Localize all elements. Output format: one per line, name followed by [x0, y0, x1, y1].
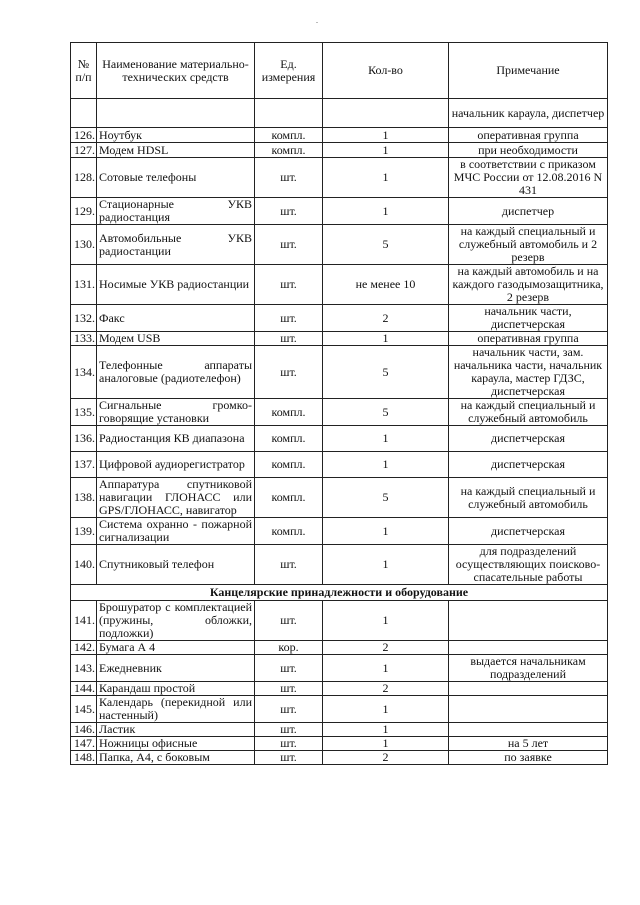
- cell-name: Брошуратор с комплектацией (пружины, обложки, подложки): [97, 601, 255, 641]
- cell-note: для подразделений осуществляющих поисково-спасательные работы: [449, 545, 608, 585]
- cell-unit: шт.: [255, 346, 323, 399]
- table-row: [71, 601, 608, 641]
- table-row: [71, 265, 608, 305]
- table-row: [71, 305, 608, 332]
- cell-num: 133.: [71, 332, 97, 346]
- header-num: № п/п: [71, 43, 97, 99]
- cell-unit: шт.: [255, 265, 323, 305]
- cell-unit: шт.: [255, 158, 323, 198]
- cell-qty: 1: [323, 518, 449, 545]
- cell-qty: 1: [323, 696, 449, 723]
- cell-qty: 5: [323, 225, 449, 265]
- cell-note: по заявке: [449, 751, 608, 765]
- cell-qty: 1: [323, 332, 449, 346]
- cell-qty: [323, 99, 449, 128]
- cell-num: 145.: [71, 696, 97, 723]
- table-row: [71, 198, 608, 225]
- cell-qty: 5: [323, 399, 449, 426]
- cell-note: диспетчерская: [449, 452, 608, 478]
- cell-qty: 1: [323, 601, 449, 641]
- cell-num: 140.: [71, 545, 97, 585]
- section-row: [71, 585, 608, 601]
- cell-qty: не менее 10: [323, 265, 449, 305]
- cell-unit: компл.: [255, 128, 323, 143]
- cell-name: Сотовые телефоны: [97, 158, 255, 198]
- table-row: [71, 737, 608, 751]
- cell-num: 132.: [71, 305, 97, 332]
- cell-note: [449, 641, 608, 655]
- scan-mark: [316, 22, 318, 23]
- table-row: [71, 478, 608, 518]
- cell-note: на каждый специальный и служебный автомобиль и 2 резерв: [449, 225, 608, 265]
- cell-unit: шт.: [255, 737, 323, 751]
- cell-name: Спутниковый телефон: [97, 545, 255, 585]
- table-row: [71, 723, 608, 737]
- cell-note: выдается начальникам подразделений: [449, 655, 608, 682]
- cell-unit: шт.: [255, 682, 323, 696]
- table-row: [71, 346, 608, 399]
- table-row: [71, 696, 608, 723]
- cell-num: 126.: [71, 128, 97, 143]
- cell-note: на каждый специальный и служебный автомобиль: [449, 478, 608, 518]
- cell-note: [449, 601, 608, 641]
- cell-unit: шт.: [255, 198, 323, 225]
- cell-note: оперативная группа: [449, 128, 608, 143]
- cell-name: Телефонные аппараты аналоговые (радиотелефон): [97, 346, 255, 399]
- equipment-table: [70, 42, 608, 765]
- cell-qty: 1: [323, 158, 449, 198]
- table-row: [71, 332, 608, 346]
- cell-note: [449, 682, 608, 696]
- header-row: [71, 43, 608, 99]
- cell-num: 147.: [71, 737, 97, 751]
- cell-unit: компл.: [255, 143, 323, 158]
- cell-note: в соответствии с приказом МЧС России от 12.08.2016 N 431: [449, 158, 608, 198]
- cell-name: Стационарные УКВ радиостанция: [97, 198, 255, 225]
- cell-num: 138.: [71, 478, 97, 518]
- cell-qty: 1: [323, 545, 449, 585]
- cell-unit: компл.: [255, 478, 323, 518]
- cell-note: диспетчерская: [449, 426, 608, 452]
- cell-name: Модем USB: [97, 332, 255, 346]
- cell-note: при необходимости: [449, 143, 608, 158]
- cell-name: Ноутбук: [97, 128, 255, 143]
- cell-name: Носимые УКВ радиостанции: [97, 265, 255, 305]
- table-row: [71, 143, 608, 158]
- cell-num: 137.: [71, 452, 97, 478]
- cell-qty: 2: [323, 641, 449, 655]
- cell-unit: компл.: [255, 426, 323, 452]
- cell-note: начальник караула, диспетчер: [449, 99, 608, 128]
- cell-name: Цифровой аудиорегистратор: [97, 452, 255, 478]
- cell-qty: 1: [323, 723, 449, 737]
- cell-note: диспетчерская: [449, 518, 608, 545]
- cell-unit: шт.: [255, 225, 323, 265]
- cell-num: 143.: [71, 655, 97, 682]
- cell-note: диспетчер: [449, 198, 608, 225]
- cell-name: Факс: [97, 305, 255, 332]
- cell-unit: шт.: [255, 332, 323, 346]
- cell-qty: 1: [323, 737, 449, 751]
- header-name: Наименование материально-технических средств: [97, 43, 255, 99]
- cell-num: 142.: [71, 641, 97, 655]
- cell-qty: 1: [323, 143, 449, 158]
- cell-qty: 5: [323, 478, 449, 518]
- cell-name: Система охранно - пожарной сигнализации: [97, 518, 255, 545]
- cell-note: начальник части, зам. начальника части, начальник караула, мастер ГДЗС, диспетчерская: [449, 346, 608, 399]
- table-row: [71, 225, 608, 265]
- table-row: [71, 452, 608, 478]
- cell-unit: шт.: [255, 305, 323, 332]
- cell-qty: 1: [323, 426, 449, 452]
- table-row: [71, 751, 608, 765]
- cell-num: 141.: [71, 601, 97, 641]
- cell-unit: шт.: [255, 545, 323, 585]
- cell-qty: 2: [323, 751, 449, 765]
- cell-qty: 2: [323, 305, 449, 332]
- cell-unit: [255, 99, 323, 128]
- cell-qty: 5: [323, 346, 449, 399]
- cell-qty: 1: [323, 655, 449, 682]
- cell-unit: шт.: [255, 696, 323, 723]
- header-note: Примечание: [449, 43, 608, 99]
- cell-name: Календарь (перекидной или настенный): [97, 696, 255, 723]
- cell-name: Аппаратура спутниковой навигации ГЛОНАСС или GPS/ГЛОНАСС, навигатор: [97, 478, 255, 518]
- cell-num: 127.: [71, 143, 97, 158]
- cell-num: 131.: [71, 265, 97, 305]
- header-qty: Кол-во: [323, 43, 449, 99]
- cell-note: на каждый специальный и служебный автомобиль: [449, 399, 608, 426]
- cell-unit: шт.: [255, 751, 323, 765]
- cell-num: 128.: [71, 158, 97, 198]
- cell-note: оперативная группа: [449, 332, 608, 346]
- cell-name: Автомобильные УКВ радиостанции: [97, 225, 255, 265]
- cell-note: на 5 лет: [449, 737, 608, 751]
- header-unit: Ед. измерения: [255, 43, 323, 99]
- table-row: [71, 158, 608, 198]
- table-row: [71, 641, 608, 655]
- cell-note: [449, 723, 608, 737]
- cell-unit: компл.: [255, 399, 323, 426]
- table-row: [71, 518, 608, 545]
- table-row: [71, 682, 608, 696]
- cell-qty: 1: [323, 128, 449, 143]
- cell-unit: компл.: [255, 452, 323, 478]
- cell-name: Модем HDSL: [97, 143, 255, 158]
- cell-num: 139.: [71, 518, 97, 545]
- table-body: [71, 99, 608, 765]
- cell-name: Карандаш простой: [97, 682, 255, 696]
- cell-num: 130.: [71, 225, 97, 265]
- cell-unit: шт.: [255, 601, 323, 641]
- cell-note: [449, 696, 608, 723]
- cell-num: [71, 99, 97, 128]
- cell-qty: 2: [323, 682, 449, 696]
- cell-name: Бумага А 4: [97, 641, 255, 655]
- table-row: [71, 545, 608, 585]
- table-row: [71, 399, 608, 426]
- cell-num: 146.: [71, 723, 97, 737]
- cell-name: Ластик: [97, 723, 255, 737]
- cell-name: Радиостанция КВ диапазона: [97, 426, 255, 452]
- table-row: [71, 426, 608, 452]
- cell-name: [97, 99, 255, 128]
- cell-unit: кор.: [255, 641, 323, 655]
- cell-qty: 1: [323, 198, 449, 225]
- table-row: [71, 128, 608, 143]
- cell-num: 144.: [71, 682, 97, 696]
- cell-num: 135.: [71, 399, 97, 426]
- cell-unit: компл.: [255, 518, 323, 545]
- cell-name: Папка, А4, с боковым: [97, 751, 255, 765]
- cell-unit: шт.: [255, 655, 323, 682]
- cell-num: 129.: [71, 198, 97, 225]
- table-row: [71, 655, 608, 682]
- section-title: Канцелярские принадлежности и оборудование: [71, 585, 608, 601]
- cell-note: на каждый автомобиль и на каждого газодымозащитника, 2 резерв: [449, 265, 608, 305]
- cell-num: 136.: [71, 426, 97, 452]
- cell-unit: шт.: [255, 723, 323, 737]
- cell-num: 148.: [71, 751, 97, 765]
- cell-name: Ножницы офисные: [97, 737, 255, 751]
- cell-note: начальник части, диспетчерская: [449, 305, 608, 332]
- cell-num: 134.: [71, 346, 97, 399]
- cell-name: Ежедневник: [97, 655, 255, 682]
- cell-name: Сигнальные громко-говорящие установки: [97, 399, 255, 426]
- cell-qty: 1: [323, 452, 449, 478]
- table-row: [71, 99, 608, 128]
